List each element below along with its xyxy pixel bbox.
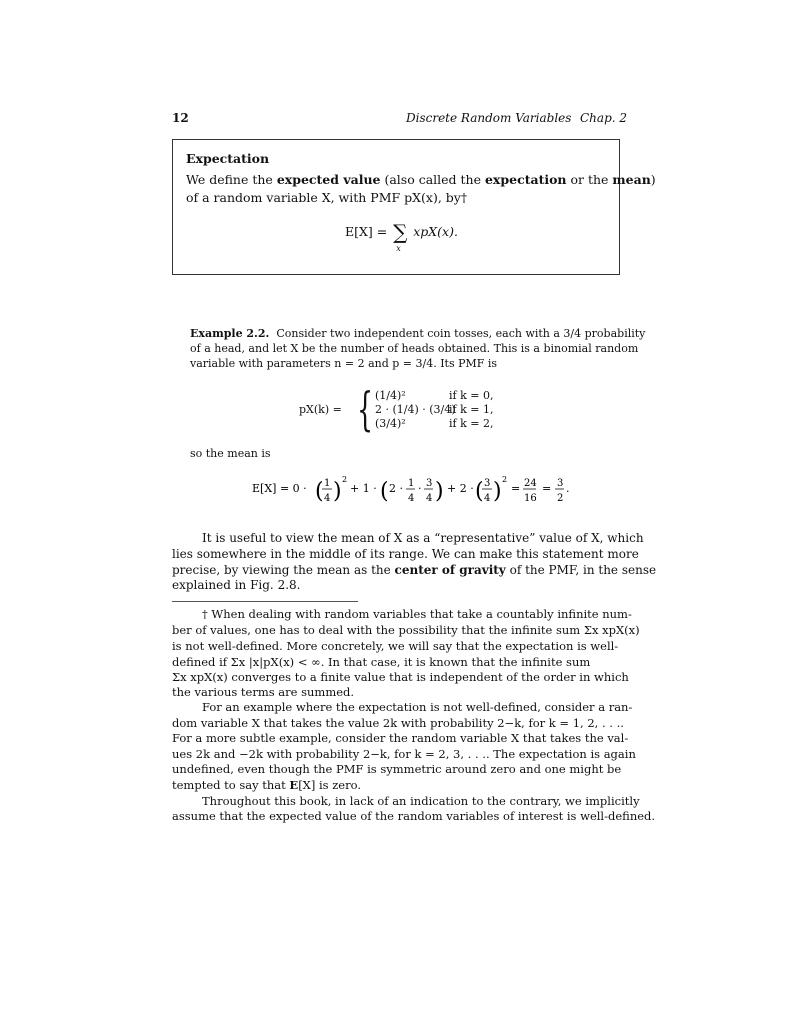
mean-lhs: E[X] = 0 · [252,482,307,495]
term-expectation: expectation [484,172,567,187]
footnote-line: ues 2k and −2k with probability 2−k, for k = 2, 3, . . .. The expectation is again [172,747,636,761]
footnote-line: dom variable X that takes the value 2k with probability 2−k, for k = 1, 2, . . .. [172,716,624,730]
frac-num: 3 [484,478,491,489]
two-times: 2 · [389,482,403,495]
frac-num: 1 [408,478,415,489]
times-dot: · [418,482,422,495]
box-text: ) [650,172,656,187]
footnote-text: [X] is zero. [298,778,361,792]
pmf-case-expr: (3/4)² [375,417,406,430]
chapter-label: Chap. 2 [580,111,628,125]
footnote-text: tempted to say that [172,778,290,792]
frac-num: 1 [324,478,331,489]
pmf-case-cond: if k = 0, [449,389,494,402]
footnote-line: ber of values, one has to deal with the possibility that the infinite sum Σx xpX(x) [172,623,640,637]
formula-lhs: E[X] = [345,224,388,239]
footnote-line: Σx xpX(x) converges to a finite value that is independent of the order in which [172,670,629,684]
plus-two: + 2 · [447,482,474,495]
footnote-line: is not well-defined. More concretely, we will say that the expectation is well- [172,639,619,653]
period: . [566,482,570,495]
frac-num: 3 [557,478,564,489]
frac-den: 4 [484,493,491,504]
frac-den: 16 [524,493,537,504]
pmf-case-cond: if k = 2, [449,417,494,430]
body-text: precise, by viewing the mean as the [172,563,395,577]
pmf-lhs: pX(k) = [299,403,342,416]
paren-open: ( [380,479,389,504]
box-definition-line-2: of a random variable X, with PMF pX(x), by† [186,190,468,205]
box-text: We define the [186,172,277,187]
footnote-line: defined if Σx |x|pX(x) < ∞. In that case, it is known that the infinite sum [172,655,591,669]
frac-den: 4 [426,493,433,504]
body-line-1: It is useful to view the mean of X as a “representative” value of X, which [202,531,644,545]
expectation-definition-box [172,139,656,275]
example-line-3: variable with parameters n = 2 and p = 3/4. Its PMF is [190,357,498,370]
frac-den: 4 [324,493,331,504]
footnote-rule [172,601,358,602]
example-text: Consider two independent coin tosses, each with a 3/4 probability [276,327,646,340]
term-center-of-gravity: center of gravity [394,563,506,577]
frac-den: 2 [557,493,564,504]
pmf-case-cond: if k = 1, [449,403,494,416]
box-text: or the [566,172,613,187]
expectation-operator: E [289,778,299,792]
expectation-formula [345,220,458,253]
pmf-case-expr: 2 · (1/4) · (3/4) [375,403,456,416]
paren-close: ) [333,479,342,504]
frac-num: 24 [524,478,537,489]
frac-den: 4 [408,493,415,504]
body-line-3 [172,563,656,577]
equals: = [542,482,552,495]
box-definition-line-1 [186,172,656,187]
paren-close: ) [493,479,502,504]
exponent: 2 [342,475,348,484]
footnote-line: the various terms are summed. [172,685,355,699]
paren-open: ( [315,479,324,504]
term-mean: mean [612,172,651,187]
example-line-2: of a head, and let X be the number of heads obtained. This is a binomial random [190,342,639,355]
sigma-glyph: ∑ [393,220,408,244]
frac-num: 3 [426,478,433,489]
body-line-2: lies somewhere in the middle of its range. We can make this statement more [172,547,639,561]
body-text: of the PMF, in the sense [505,563,657,577]
left-brace: { [357,382,374,436]
footnote-line: undefined, even though the PMF is symmetric around zero and one might be [172,762,622,776]
plus-one: + 1 · [350,482,377,495]
paren-open: ( [475,479,484,504]
exponent: 2 [502,475,508,484]
box-title: Expectation [186,151,270,166]
footnote-line: assume that the expected value of the random variables of interest is well-defined. [172,809,656,823]
mean-equation [252,474,572,514]
paren-close: ) [435,479,444,504]
example-label: Example 2.2. [190,327,270,340]
term-expected-value: expected value [276,172,381,187]
footnote-line [172,778,361,792]
page-number: 12 [172,111,189,125]
footnote-line: Throughout this book, in lack of an indication to the contrary, we implicitly [202,794,640,808]
example-line-1 [190,327,645,340]
footnote-line: † When dealing with random variables that take a countably infinite num- [202,607,632,621]
running-title: Discrete Random Variables [406,111,572,125]
pmf-case-expr: (1/4)² [375,389,406,402]
formula-rhs: xpX(x). [413,224,458,239]
sum-symbol [391,220,409,253]
equals: = [511,482,521,495]
footnote-line: For a more subtle example, consider the random variable X that takes the val- [172,731,629,745]
mean-intro: so the mean is [190,447,271,460]
box-text: (also called the [380,172,485,187]
sum-subscript: x [396,244,401,253]
footnote-line: For an example where the expectation is not well-defined, consider a ran- [202,700,633,714]
body-line-4: explained in Fig. 2.8. [172,578,301,592]
